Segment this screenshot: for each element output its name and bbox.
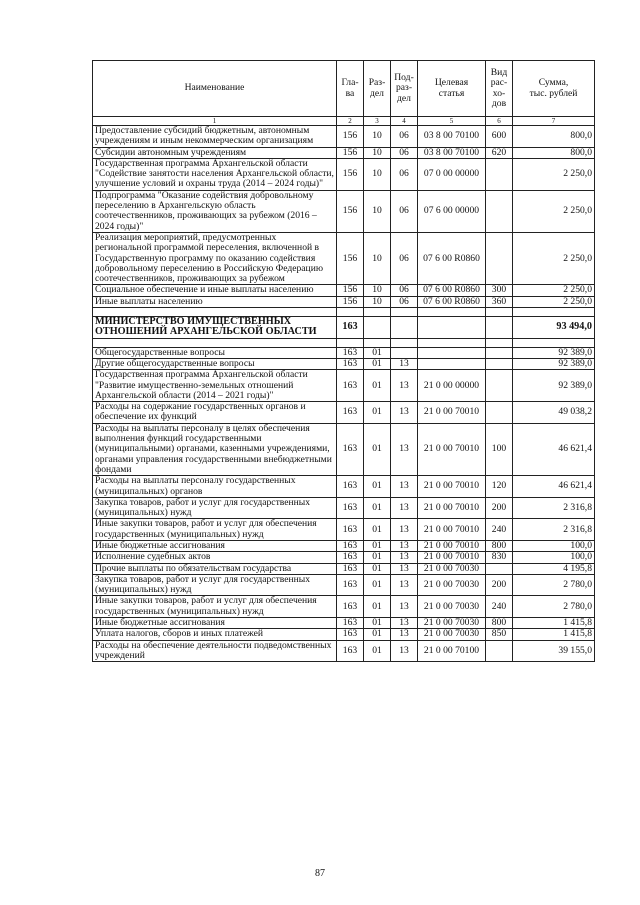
cell-glava: 163 [337,370,364,402]
cell-razdel: 01 [364,629,391,640]
cell-name: Другие общегосударственные вопросы [93,358,337,369]
cell-glava: 156 [337,126,364,148]
cell-name: Государственная программа Архангельской области "Содействие занятости населения Архангельской области, улучшение условий и охраны труда (2014 – 2024 годы)" [93,158,337,190]
cell-statya: 21 0 00 70010 [418,540,486,551]
cell-statya: 21 0 00 70030 [418,629,486,640]
cell-glava: 163 [337,629,364,640]
cell-razdel: 01 [364,552,391,563]
cell-vid [486,190,513,232]
table-row [93,618,595,629]
table-row [93,640,595,662]
cell-name: Иные бюджетные ассигнования [93,540,337,551]
table-row [93,574,595,596]
cell-name: Прочие выплаты по обязательствам государства [93,563,337,574]
cell-glava: 156 [337,190,364,232]
cell-razdel: 10 [364,232,391,284]
cell-vid: 240 [486,519,513,541]
cell-podrazdel: 13 [391,402,418,424]
cell-statya: 07 6 00 R0860 [418,285,486,296]
empty-cell [486,308,513,317]
cell-vid: 620 [486,147,513,158]
table-row [93,596,595,618]
header-glava: Гла- ва [337,61,364,117]
cell-razdel: 01 [364,640,391,662]
cell-podrazdel: 13 [391,596,418,618]
header-razdel: Раз- дел [364,61,391,117]
cell-summa: 2 250,0 [513,232,595,284]
cell-name: Реализация мероприятий, предусмотренных региональной программой переселения, включенной в Государственную программу по оказанию содействия добровольному переселению в Российскую Федерацию соотечественников, проживающих за рубежом [93,232,337,284]
cell-podrazdel: 13 [391,640,418,662]
cell-name: Уплата налогов, сборов и иных платежей [93,629,337,640]
cell-summa: 2 780,0 [513,574,595,596]
cell-razdel: 01 [364,402,391,424]
cell-razdel: 01 [364,497,391,519]
cell-summa: 92 389,0 [513,370,595,402]
cell-glava: 163 [337,423,364,475]
spacer-row [93,338,595,347]
cell-name: Закупка товаров, работ и услуг для государственных (муниципальных) нужд [93,574,337,596]
cell-vid: 100 [486,423,513,475]
table-row [93,232,595,284]
cell-podrazdel: 13 [391,552,418,563]
cell-razdel: 01 [364,618,391,629]
cell-podrazdel: 06 [391,296,418,307]
table-row [93,423,595,475]
empty-cell [337,338,364,347]
cell-vid [486,347,513,358]
cell-summa: 93 494,0 [513,317,595,339]
cell-name: Расходы на обеспечение деятельности подведомственных учреждений [93,640,337,662]
cell-podrazdel: 13 [391,358,418,369]
table-row [93,540,595,551]
cell-summa: 4 195,8 [513,563,595,574]
table-row [93,476,595,498]
col-number: 1 [93,117,337,126]
cell-vid [486,232,513,284]
cell-statya: 21 0 00 70010 [418,552,486,563]
cell-name: Подпрограмма "Оказание содействия добровольному переселению в Архангельскую область соотечественников, проживающих за рубежом (2016 – 2024 годы)" [93,190,337,232]
cell-glava: 163 [337,476,364,498]
cell-name: Исполнение судебных актов [93,552,337,563]
cell-vid [486,563,513,574]
cell-statya: 21 0 00 70030 [418,618,486,629]
cell-glava: 163 [337,358,364,369]
cell-summa: 1 415,8 [513,629,595,640]
cell-podrazdel: 13 [391,540,418,551]
cell-vid: 800 [486,540,513,551]
table-row [93,158,595,190]
cell-summa: 2 250,0 [513,158,595,190]
cell-podrazdel: 13 [391,423,418,475]
cell-podrazdel: 13 [391,519,418,541]
table-row [93,402,595,424]
budget-table [92,60,595,662]
cell-podrazdel [391,317,418,339]
cell-razdel: 10 [364,296,391,307]
cell-statya: 21 0 00 70010 [418,476,486,498]
cell-razdel: 01 [364,347,391,358]
cell-statya: 03 8 00 70100 [418,147,486,158]
empty-cell [364,338,391,347]
cell-summa: 46 621,4 [513,423,595,475]
cell-statya: 21 0 00 70100 [418,640,486,662]
cell-podrazdel [391,347,418,358]
cell-razdel: 01 [364,574,391,596]
cell-podrazdel: 13 [391,563,418,574]
cell-podrazdel: 06 [391,158,418,190]
cell-glava: 156 [337,296,364,307]
cell-summa: 800,0 [513,147,595,158]
cell-glava: 156 [337,147,364,158]
cell-summa: 2 250,0 [513,285,595,296]
cell-razdel: 10 [364,126,391,148]
cell-glava: 163 [337,540,364,551]
table-row [93,370,595,402]
cell-glava: 156 [337,232,364,284]
cell-razdel: 01 [364,519,391,541]
cell-summa: 92 389,0 [513,347,595,358]
cell-summa: 800,0 [513,126,595,148]
cell-glava: 163 [337,618,364,629]
cell-summa: 46 621,4 [513,476,595,498]
cell-razdel: 01 [364,423,391,475]
cell-name: Иные выплаты населению [93,296,337,307]
cell-vid: 850 [486,629,513,640]
cell-summa: 49 038,2 [513,402,595,424]
cell-statya: 21 0 00 70010 [418,519,486,541]
cell-podrazdel: 13 [391,618,418,629]
table-row [93,147,595,158]
cell-razdel: 10 [364,158,391,190]
empty-cell [391,338,418,347]
cell-statya: 21 0 00 70010 [418,423,486,475]
cell-summa: 92 389,0 [513,358,595,369]
cell-podrazdel: 06 [391,190,418,232]
cell-vid [486,402,513,424]
cell-name: Расходы на выплаты персоналу государственных (муниципальных) органов [93,476,337,498]
cell-vid [486,358,513,369]
cell-statya: 07 6 00 R0860 [418,232,486,284]
empty-cell [93,338,337,347]
cell-podrazdel: 13 [391,370,418,402]
cell-vid: 830 [486,552,513,563]
table-row [93,497,595,519]
col-number: 6 [486,117,513,126]
col-number: 5 [418,117,486,126]
cell-vid: 800 [486,618,513,629]
cell-name: Общегосударственные вопросы [93,347,337,358]
cell-summa: 100,0 [513,552,595,563]
table-row [93,552,595,563]
cell-podrazdel: 13 [391,497,418,519]
page-number: 87 [315,868,325,879]
table-row [93,563,595,574]
col-number: 7 [513,117,595,126]
cell-glava: 163 [337,552,364,563]
table-row [93,358,595,369]
cell-statya: 07 6 00 R0860 [418,296,486,307]
cell-statya: 21 0 00 70030 [418,574,486,596]
cell-vid [486,370,513,402]
cell-podrazdel: 13 [391,629,418,640]
empty-cell [513,308,595,317]
cell-name: Расходы на содержание государственных органов и обеспечение их функций [93,402,337,424]
cell-podrazdel: 13 [391,476,418,498]
cell-statya: 03 8 00 70100 [418,126,486,148]
cell-name: Иные бюджетные ассигнования [93,618,337,629]
table-row [93,190,595,232]
empty-cell [391,308,418,317]
cell-glava: 163 [337,519,364,541]
cell-summa: 2 316,8 [513,497,595,519]
cell-razdel: 10 [364,147,391,158]
empty-cell [513,338,595,347]
table-row [93,126,595,148]
cell-summa: 100,0 [513,540,595,551]
cell-vid: 120 [486,476,513,498]
table-row [93,285,595,296]
cell-razdel: 01 [364,370,391,402]
cell-summa: 2 780,0 [513,596,595,618]
table-row [93,519,595,541]
header-summa: Сумма, тыс. рублей [513,61,595,117]
empty-cell [364,308,391,317]
cell-summa: 2 250,0 [513,190,595,232]
cell-podrazdel: 06 [391,126,418,148]
cell-name: Предоставление субсидий бюджетным, автономным учреждениям и иным некоммерческим организациям [93,126,337,148]
cell-vid: 240 [486,596,513,618]
cell-razdel: 01 [364,596,391,618]
cell-vid: 360 [486,296,513,307]
empty-cell [418,308,486,317]
cell-statya: 07 0 00 00000 [418,158,486,190]
cell-statya [418,347,486,358]
cell-razdel: 01 [364,476,391,498]
cell-vid: 600 [486,126,513,148]
header-podrazdel: Под- раз- дел [391,61,418,117]
table-row [93,296,595,307]
cell-summa: 39 155,0 [513,640,595,662]
cell-statya [418,358,486,369]
cell-statya: 21 0 00 70030 [418,596,486,618]
cell-statya: 21 0 00 70030 [418,563,486,574]
cell-statya: 21 0 00 70010 [418,497,486,519]
cell-razdel: 01 [364,563,391,574]
cell-glava: 163 [337,640,364,662]
cell-vid [486,317,513,339]
cell-statya: 07 6 00 00000 [418,190,486,232]
cell-glava: 163 [337,497,364,519]
header-name: Наименование [93,61,337,117]
cell-name: Закупка товаров, работ и услуг для государственных (муниципальных) нужд [93,497,337,519]
cell-statya [418,317,486,339]
cell-glava: 163 [337,402,364,424]
col-number: 4 [391,117,418,126]
cell-summa: 2 316,8 [513,519,595,541]
cell-glava: 156 [337,158,364,190]
cell-name: Субсидии автономным учреждениям [93,147,337,158]
cell-glava: 163 [337,317,364,339]
cell-glava: 156 [337,285,364,296]
cell-statya: 21 0 00 00000 [418,370,486,402]
cell-name: Иные закупки товаров, работ и услуг для обеспечения государственных (муниципальных) нужд [93,596,337,618]
table-row [93,347,595,358]
cell-glava: 163 [337,596,364,618]
cell-vid: 300 [486,285,513,296]
empty-cell [337,308,364,317]
cell-podrazdel: 06 [391,232,418,284]
cell-podrazdel: 06 [391,285,418,296]
header-row [93,61,595,117]
cell-razdel: 01 [364,358,391,369]
cell-razdel: 10 [364,190,391,232]
cell-podrazdel: 13 [391,574,418,596]
cell-name: Социальное обеспечение и иные выплаты населению [93,285,337,296]
cell-name: МИНИСТЕРСТВО ИМУЩЕСТВЕННЫХ ОТНОШЕНИЙ АРХАНГЕЛЬСКОЙ ОБЛАСТИ [93,317,337,339]
cell-summa: 2 250,0 [513,296,595,307]
cell-razdel: 10 [364,285,391,296]
cell-glava: 163 [337,563,364,574]
cell-name: Государственная программа Архангельской области "Развитие имущественно-земельных отношений Архангельской области (2014 – 2021 годы)" [93,370,337,402]
table-row [93,629,595,640]
col-number: 3 [364,117,391,126]
cell-name: Расходы на выплаты персоналу в целях обеспечения выполнения функций государственными (муниципальными) органами, казенными учреждениями, органами управления государственными внебюджетными фондами [93,423,337,475]
cell-vid: 200 [486,574,513,596]
cell-glava: 163 [337,347,364,358]
cell-razdel [364,317,391,339]
cell-glava: 163 [337,574,364,596]
cell-name: Иные закупки товаров, работ и услуг для обеспечения государственных (муниципальных) нужд [93,519,337,541]
col-number: 2 [337,117,364,126]
cell-summa: 1 415,8 [513,618,595,629]
cell-statya: 21 0 00 70010 [418,402,486,424]
empty-cell [418,338,486,347]
cell-vid [486,158,513,190]
empty-cell [486,338,513,347]
header-statya: Целевая статья [418,61,486,117]
cell-vid [486,640,513,662]
header-vid: Вид рас- хо- дов [486,61,513,117]
table-body [93,126,595,662]
section-header-row [93,317,595,339]
cell-podrazdel: 06 [391,147,418,158]
cell-razdel: 01 [364,540,391,551]
cell-vid: 200 [486,497,513,519]
